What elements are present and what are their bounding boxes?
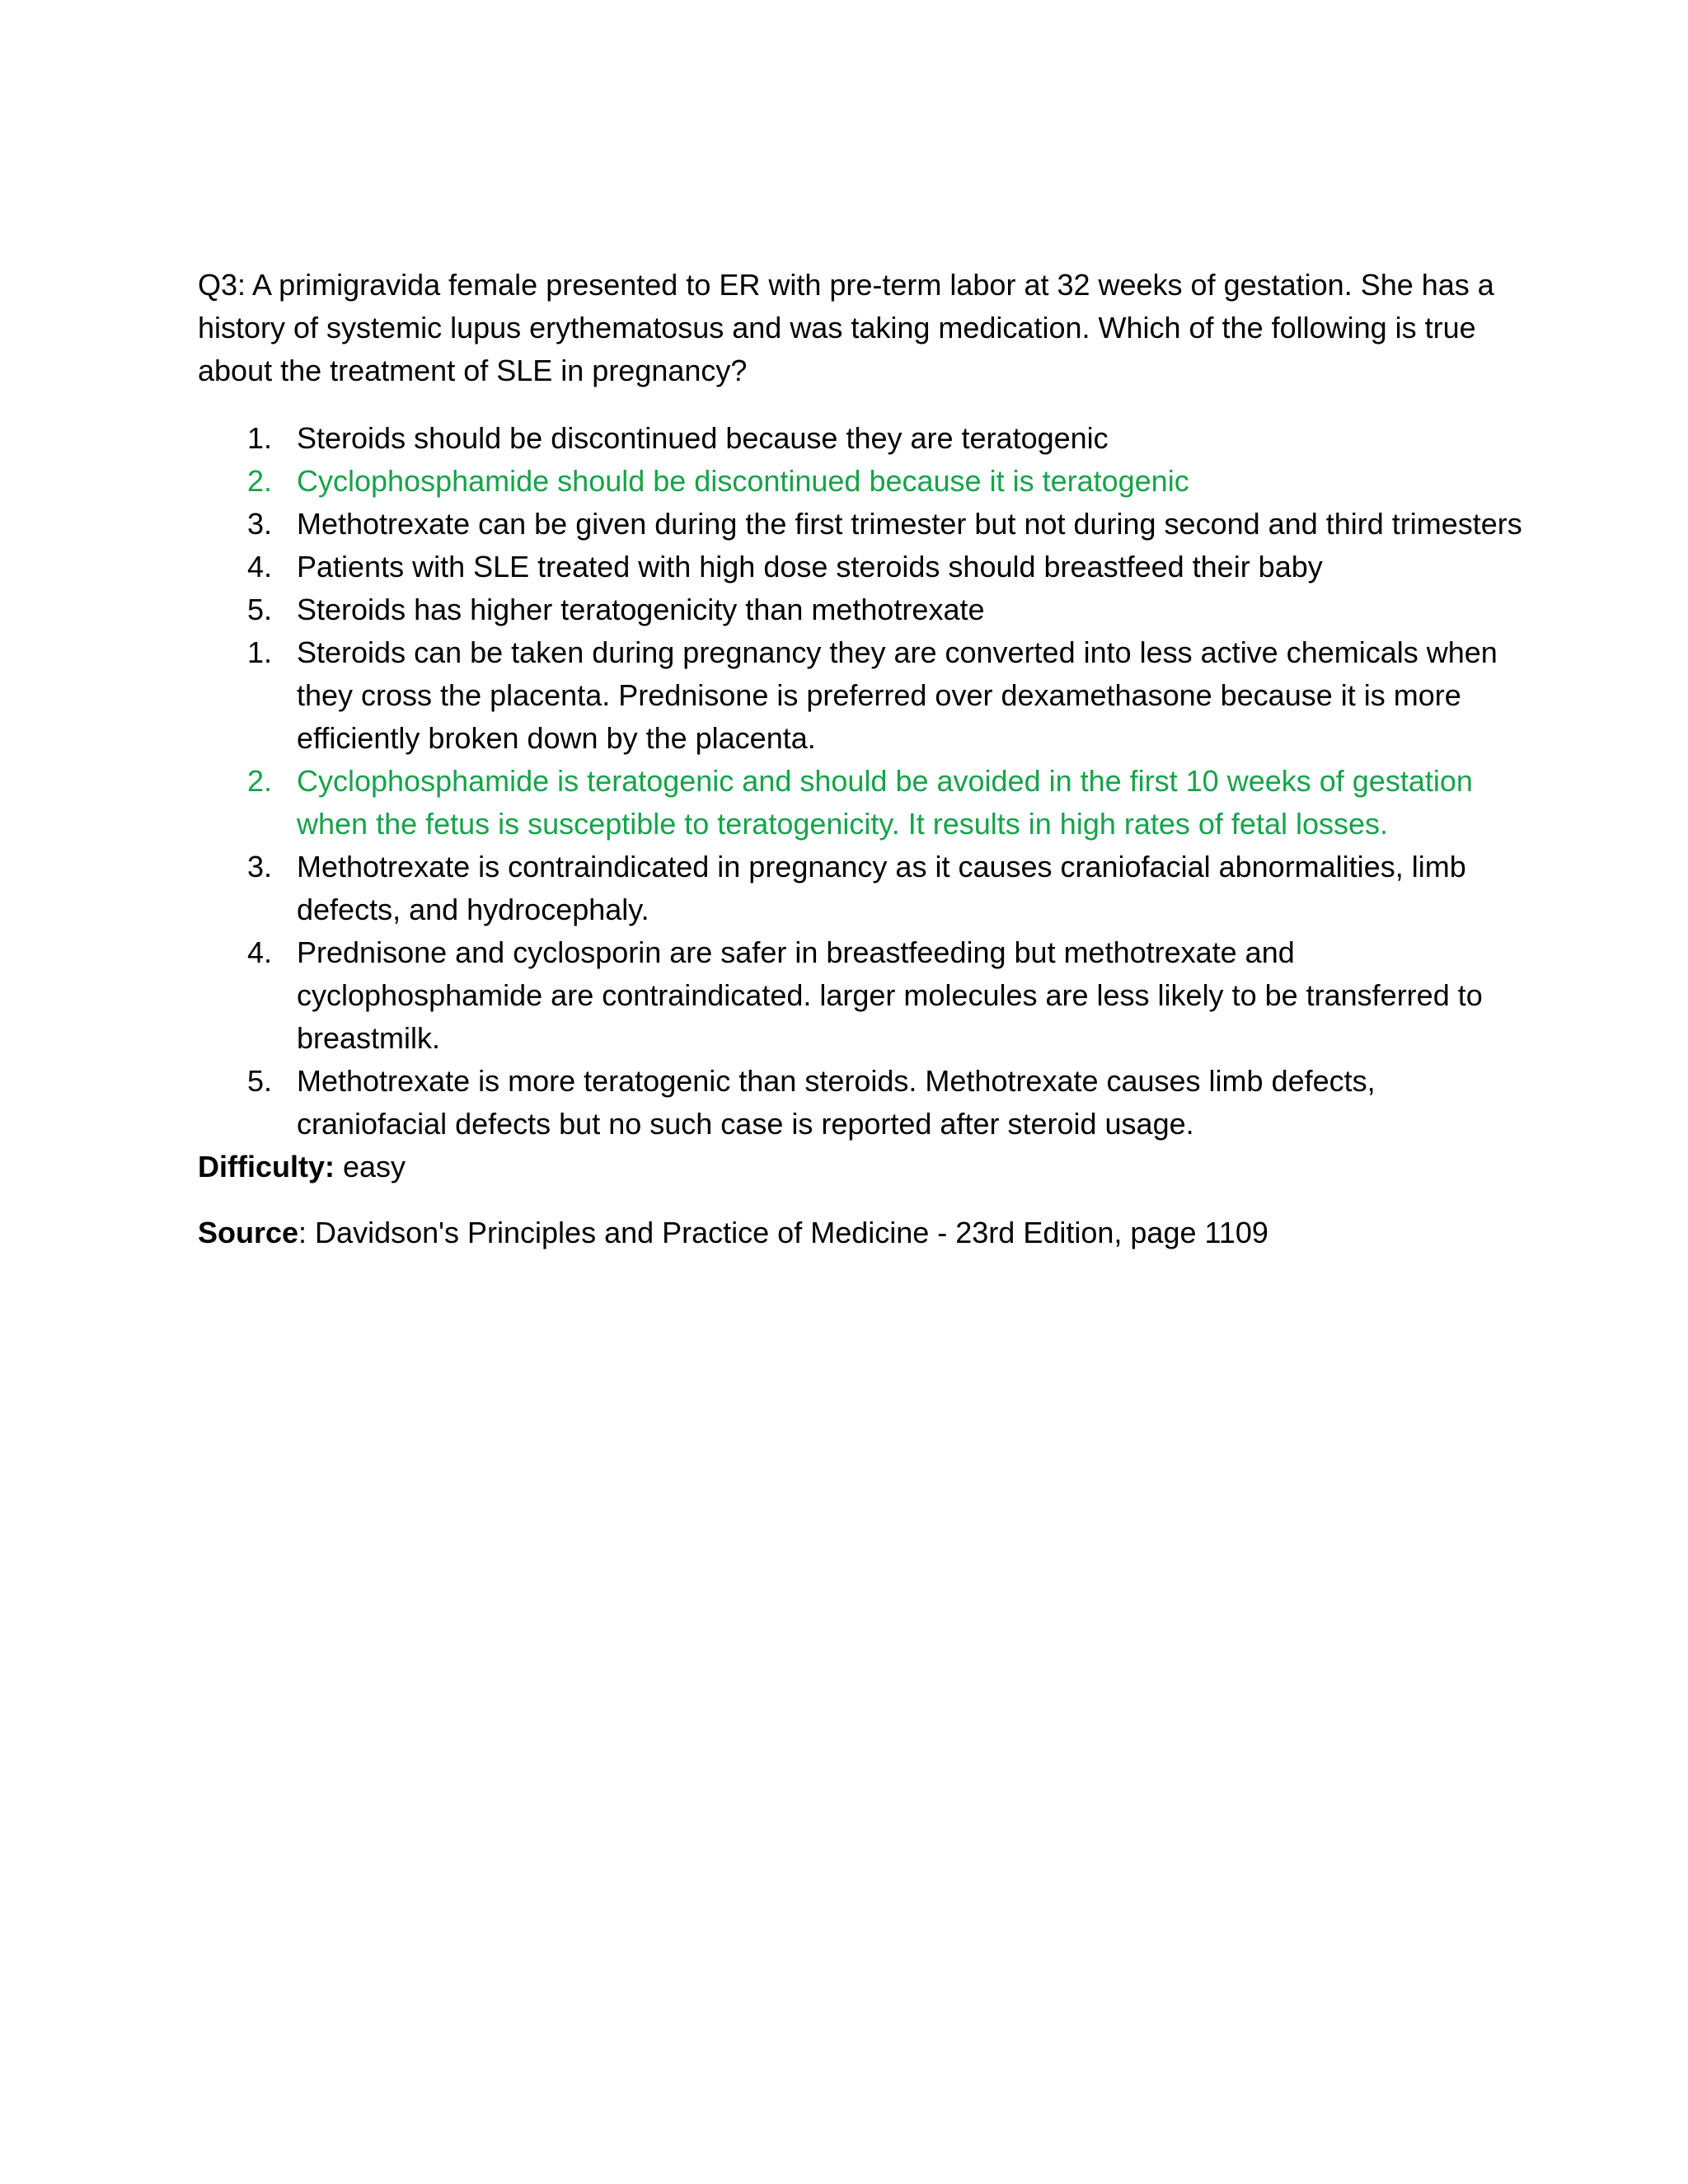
explanation-text: Steroids can be taken during pregnancy they are converted into less active chemicals when they cross the placenta. Prednisone is preferred over dexamethasone because it is more efficiently broken down by the placenta. [297,635,1498,755]
difficulty-label: Difficulty: [198,1150,335,1183]
explanation-text: Prednisone and cyclosporin are safer in breastfeeding but methotrexate and cyclophosphamide are contraindicated. larger molecules are less likely to be transferred to breastmilk. [297,935,1483,1055]
explanation-4 [198,931,1533,1060]
explanation-text: Methotrexate is more teratogenic than steroids. Methotrexate causes limb defects, craniofacial defects but no such case is reported after steroid usage. [297,1064,1376,1141]
option-text: Steroids has higher teratogenicity than methotrexate [297,593,985,626]
explanation-text: Methotrexate is contraindicated in pregnancy as it causes craniofacial abnormalities, limb defects, and hydrocephaly. [297,850,1466,926]
option-number: 2. [247,464,273,498]
answer-option-1 [198,417,1533,460]
explanations-list [198,631,1533,1146]
answer-option-2-correct [198,460,1533,503]
option-text: Patients with SLE treated with high dose steroids should breastfeed their baby [297,550,1323,583]
document-content [198,264,1533,1277]
answer-option-3 [198,503,1533,546]
explanation-1 [198,631,1533,760]
explanation-number: 1. [247,635,273,669]
option-text: Cyclophosphamide should be discontinued because it is teratogenic [297,464,1189,498]
option-number: 3. [247,507,273,541]
option-number: 1. [247,421,273,455]
option-text: Steroids should be discontinued because they are teratogenic [297,421,1109,455]
source-line [198,1212,1533,1254]
question-text: Q3: A primigravida female presented to ER with pre-term labor at 32 weeks of gestation. She has a history of systemic lupus erythematosus and was taking medication. Which of the following is true about the treatment of SLE in pregnancy? [198,268,1494,387]
source-value: : Davidson's Principles and Practice of Medicine - 23rd Edition, page 1109 [298,1216,1268,1249]
option-number: 4. [247,550,273,583]
explanation-3 [198,846,1533,931]
option-text: Methotrexate can be given during the first trimester but not during second and third trimesters [297,507,1522,541]
option-number: 5. [247,593,273,626]
explanation-5 [198,1060,1533,1146]
source-label: Source [198,1216,299,1249]
explanation-2-correct [198,760,1533,846]
explanation-text: Cyclophosphamide is teratogenic and should be avoided in the first 10 weeks of gestation when the fetus is susceptible to teratogenicity. It results in high rates of fetal losses. [297,764,1473,841]
explanation-number: 3. [247,850,273,883]
explanation-number: 4. [247,935,273,969]
explanation-number: 5. [247,1064,273,1098]
difficulty-value: easy [335,1150,406,1183]
answer-option-5 [198,588,1533,631]
difficulty-line [198,1146,1533,1188]
explanation-number: 2. [247,764,273,798]
answer-options-list [198,417,1533,631]
answer-option-4 [198,546,1533,588]
